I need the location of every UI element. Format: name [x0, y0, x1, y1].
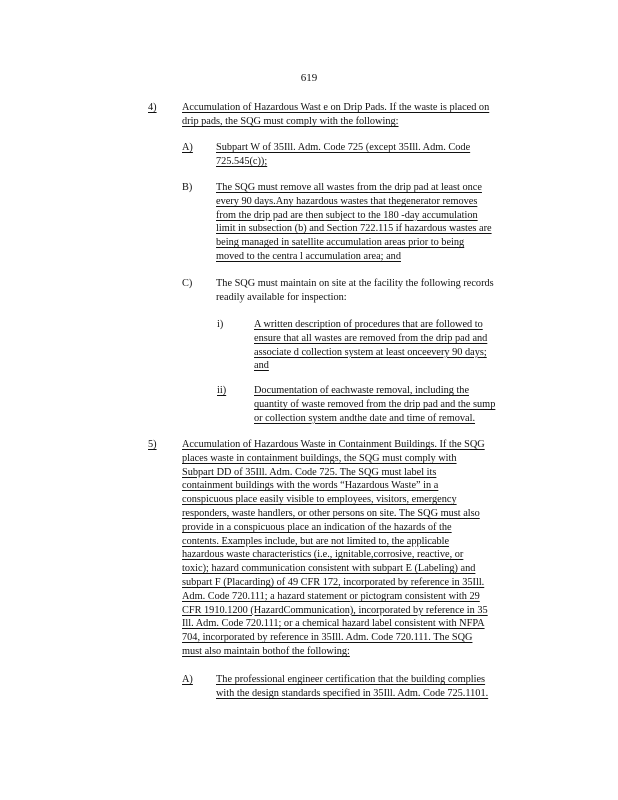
- text-line: and: [254, 360, 269, 372]
- item-label: C): [182, 278, 193, 289]
- text-line: Subpart DD of 35Ill. Adm. Code 725. The SQG must label its: [182, 466, 437, 478]
- text-line: provide in a conspicuous place an indication of the hazards of the: [182, 521, 452, 533]
- text-line: Subpart W of 35Ill. Adm. Code 725 (except 35Ill. Adm. Code: [216, 142, 471, 153]
- text-line: 725.545(c));: [216, 155, 268, 167]
- text-line: toxic); hazard communication consistent with subpart E (Labeling) and: [182, 563, 476, 575]
- text-line: A written description of procedures that are followed to: [254, 319, 483, 330]
- text-line: ensure that all wastes are removed from the drip pad and: [254, 332, 488, 344]
- page-number: 619: [300, 72, 318, 84]
- item-text: [182, 101, 544, 129]
- text-line: associate d collection system at least onceevery 90 days;: [254, 346, 487, 358]
- text-line: Documentation of eachwaste removal, including the: [254, 385, 470, 396]
- text-line: Accumulation of Hazardous Wast e on Drip Pads. If the waste is placed on: [182, 102, 490, 113]
- item-label: 4): [148, 102, 157, 113]
- item-text: [216, 141, 526, 169]
- text-line: quantity of waste removed from the drip pad and the sump: [254, 398, 496, 410]
- text-line: drip pads, the SQG must comply with the following:: [182, 115, 399, 127]
- text-line: limit in subsection (b) and Section 722.115 if hazardous wastes are: [216, 223, 492, 235]
- text-line: CFR 1910.1200 (HazardCommunication), incorporated by reference in 35: [182, 604, 488, 616]
- text-line: with the design standards specified in 35Ill. Adm. Code 725.1101.: [216, 687, 489, 699]
- text-line: The SQG must maintain on site at the facility the following records: [216, 278, 494, 289]
- text-line: The SQG must remove all wastes from the drip pad at least once: [216, 182, 482, 193]
- text-line: contents. Examples include, but are not limited to, the applicable: [182, 535, 450, 547]
- text-line: The professional engineer certification that the building complies: [216, 674, 486, 685]
- item-text: [182, 438, 540, 659]
- text-line: or collection system andthe date and time of removal.: [254, 412, 476, 424]
- text-line: 704, incorporated by reference in 35Ill. Adm. Code 720.111. The SQG: [182, 632, 473, 644]
- item-label: 5): [148, 439, 157, 450]
- text-line: Accumulation of Hazardous Waste in Containment Buildings. If the SQG: [182, 439, 485, 450]
- text-line: subpart F (Placarding) of 49 CFR 172, incorporated by reference in 35Ill.: [182, 576, 485, 588]
- item-text: [216, 673, 540, 701]
- text-line: conspicuous place easily visible to employees, visitors, emergency: [182, 494, 457, 506]
- text-line: being managed in satellite accumulation areas prior to being: [216, 237, 465, 249]
- text-line: readily available for inspection:: [216, 291, 347, 303]
- item-label: A): [182, 674, 193, 685]
- item-text: [254, 384, 539, 425]
- item-text: [254, 318, 527, 373]
- text-line: places waste in containment buildings, the SQG must comply with: [182, 452, 457, 464]
- item-label: i): [217, 319, 224, 330]
- text-line: hazardous waste characteristics (i.e., ignitable,corrosive, reactive, or: [182, 549, 464, 561]
- text-line: Ill. Adm. Code 720.111; or a chemical hazard label consistent with NFPA: [182, 618, 485, 630]
- text-line: every 90 days.Any hazardous wastes that thegenerator removes: [216, 195, 478, 207]
- item-label: A): [182, 142, 193, 153]
- text-line: moved to the centra l accumulation area; and: [216, 250, 401, 262]
- item-label: B): [182, 182, 193, 193]
- text-line: Adm. Code 720.111; a hazard statement or pictogram consistent with 29: [182, 590, 480, 602]
- item-text: [216, 181, 540, 264]
- item-text: [216, 277, 540, 305]
- text-line: must also maintain bothof the following:: [182, 645, 350, 657]
- text-line: responders, waste handlers, or other persons on site. The SQG must also: [182, 507, 480, 519]
- text-line: containment buildings with the words “Hazardous Waste” in a: [182, 480, 439, 492]
- item-label: ii): [217, 385, 227, 396]
- text-line: from the drip pad are then subject to the 180 -day accumulation: [216, 209, 478, 221]
